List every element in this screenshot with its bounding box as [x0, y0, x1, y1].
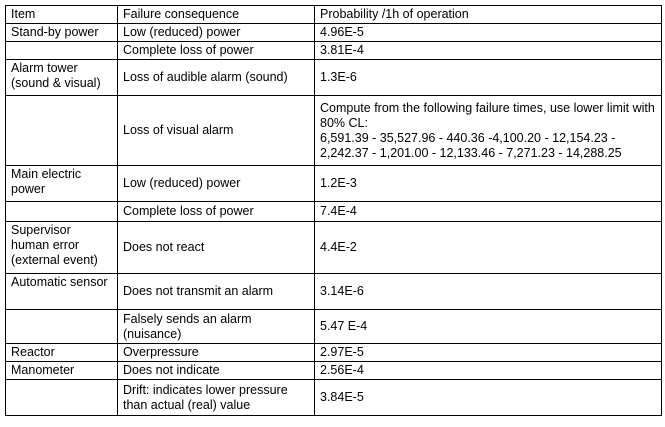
item-cell — [6, 310, 118, 344]
consequence-cell: Low (reduced) power — [118, 24, 315, 42]
item-cell: Reactor — [6, 344, 118, 362]
table-header-row — [6, 6, 662, 24]
probability-cell: 1.3E-6 — [315, 60, 662, 96]
table-row — [6, 344, 662, 362]
table-row — [6, 274, 662, 310]
table-row — [6, 362, 662, 380]
probability-cell: 4.96E-5 — [315, 24, 662, 42]
header-item: Item — [6, 6, 118, 24]
item-cell — [6, 96, 118, 166]
table-row — [6, 42, 662, 60]
probability-cell: 2.56E-4 — [315, 362, 662, 380]
consequence-cell: Does not indicate — [118, 362, 315, 380]
table-row — [6, 96, 662, 166]
consequence-cell: Does not react — [118, 222, 315, 274]
consequence-cell: Falsely sends an alarm (nuisance) — [118, 310, 315, 344]
item-cell: Supervisor human error (external event) — [6, 222, 118, 274]
consequence-cell: Loss of audible alarm (sound) — [118, 60, 315, 96]
failure-times-list: 6,591.39 - 35,527.96 - 440.36 -4,100.20 - 12,154.23 - 2,242.37 - 1,201.00 - 12,133.46 - 7,271.23 - 14,288.25 — [320, 130, 622, 160]
probability-cell: 2.97E-5 — [315, 344, 662, 362]
consequence-cell: Overpressure — [118, 344, 315, 362]
item-cell: Alarm tower (sound & visual) — [6, 60, 118, 96]
probability-cell: 3.81E-4 — [315, 42, 662, 60]
consequence-cell: Complete loss of power — [118, 202, 315, 222]
consequence-cell: Loss of visual alarm — [118, 96, 315, 166]
header-probability: Probability /1h of operation — [315, 6, 662, 24]
probability-cell: 4.4E-2 — [315, 222, 662, 274]
consequence-cell: Low (reduced) power — [118, 166, 315, 202]
table-row — [6, 202, 662, 222]
item-cell: Stand-by power — [6, 24, 118, 42]
item-cell — [6, 202, 118, 222]
probability-cell — [315, 96, 662, 166]
probability-cell: 3.84E-5 — [315, 380, 662, 416]
item-cell — [6, 42, 118, 60]
table-row — [6, 60, 662, 96]
consequence-cell: Complete loss of power — [118, 42, 315, 60]
probability-instruction: Compute from the following failure times, use lower limit with 80% CL: — [320, 100, 655, 130]
table-row — [6, 222, 662, 274]
item-cell: Main electric power — [6, 166, 118, 202]
probability-cell: 3.14E-6 — [315, 274, 662, 310]
consequence-cell: Drift: indicates lower pressure than actual (real) value — [118, 380, 315, 416]
table-row — [6, 310, 662, 344]
consequence-cell: Does not transmit an alarm — [118, 274, 315, 310]
probability-cell: 7.4E-4 — [315, 202, 662, 222]
probability-cell: 5.47 E-4 — [315, 310, 662, 344]
table-row — [6, 24, 662, 42]
item-cell: Manometer — [6, 362, 118, 380]
probability-cell: 1.2E-3 — [315, 166, 662, 202]
failure-probability-table — [5, 5, 662, 416]
table-row — [6, 380, 662, 416]
item-cell: Automatic sensor — [6, 274, 118, 310]
table-row — [6, 166, 662, 202]
item-cell — [6, 380, 118, 416]
header-failure-consequence: Failure consequence — [118, 6, 315, 24]
